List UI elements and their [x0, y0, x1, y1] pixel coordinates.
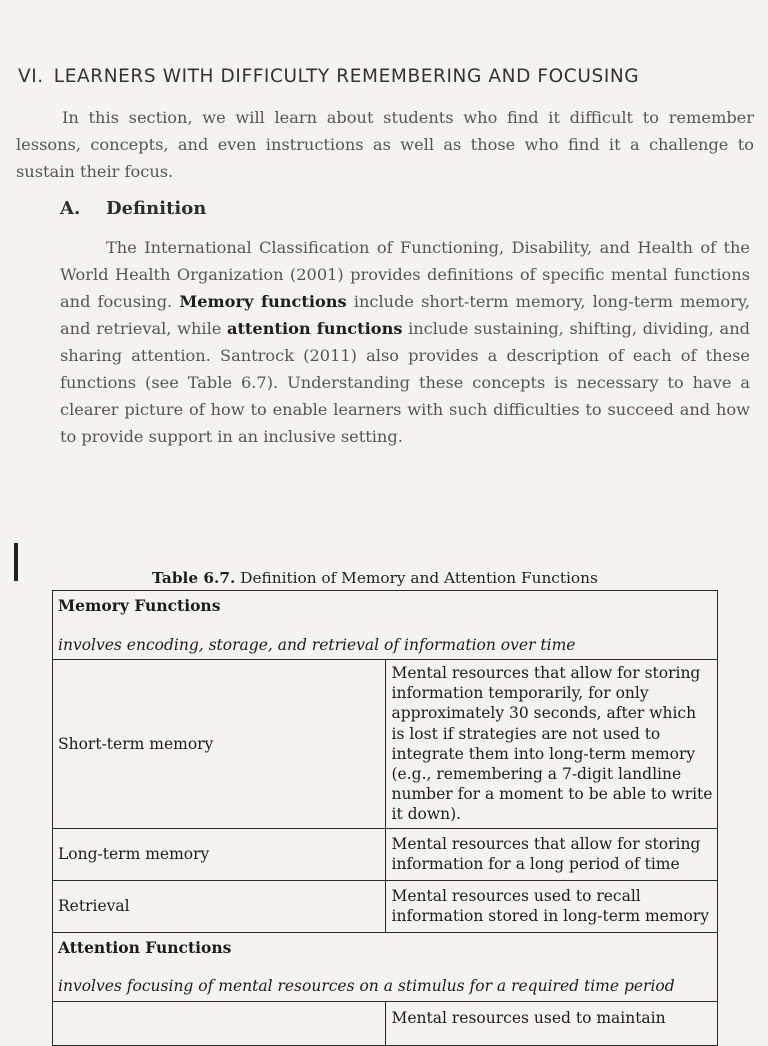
table-caption-label: Table 6.7.: [152, 569, 236, 587]
subsection-letter: A.: [60, 198, 81, 219]
table-section-header: [53, 932, 718, 1001]
definition-cell: Mental resources that allow for storing information for a long period of time: [385, 828, 718, 880]
term-cell: Long-term memory: [53, 828, 386, 880]
table-row: [53, 880, 718, 932]
subsection-title: Definition: [106, 198, 207, 219]
table-caption: [152, 569, 672, 587]
table-row: [53, 828, 718, 880]
paragraph-text: include short-term memory, long-term memory, and retrieval, while: [60, 292, 750, 338]
memory-functions-header: [53, 591, 718, 660]
attention-functions-term: attention functions: [226, 319, 403, 338]
memory-functions-title: Memory Functions: [58, 596, 221, 615]
memory-functions-term: Memory functions: [179, 292, 347, 311]
attention-functions-header: [53, 932, 718, 1001]
term-cell: Short-term memory: [53, 660, 386, 829]
table-row: [53, 1001, 718, 1045]
definition-cell: Mental resources that allow for storing information temporarily, for only approximately 30 seconds, after which is lost if strategies are not used to integrate them into long-term memory (e.g., remembering a 7-digit landline number for a moment to be able to write it down).: [385, 660, 718, 829]
table-section-header: [53, 591, 718, 660]
attention-functions-title: Attention Functions: [58, 938, 232, 958]
photo-edge-mark: [14, 543, 18, 581]
definition-cell: Mental resources used to maintain: [385, 1001, 718, 1045]
definition-paragraph: [60, 234, 750, 450]
term-cell: Retrieval: [53, 880, 386, 932]
section-intro: In this section, we will learn about students who find it difficult to remember lessons, concepts, and even instructions as well as those who find it a challenge to sustain their focus.: [16, 108, 754, 181]
section-title: LEARNERS WITH DIFFICULTY REMEMBERING AND FOCUSING: [53, 66, 640, 87]
table-caption-text: Definition of Memory and Attention Functions: [235, 569, 598, 587]
section-heading: [18, 66, 758, 87]
subsection-heading: [60, 198, 206, 219]
attention-functions-description: involves focusing of mental resources on a stimulus for a required time period: [58, 977, 675, 996]
section-number: VI.: [18, 66, 44, 87]
paragraph-text: include sustaining, shifting, dividing, and sharing attention. Santrock (2011) also provides a description of each of these functions (see Table 6.7). Understanding these concepts is necessary to have a clearer picture of how to enable learners with such difficulties to succeed and how to provide support in an inclusive setting.: [60, 319, 750, 446]
definition-cell: Mental resources used to recall information stored in long-term memory: [385, 880, 718, 932]
definitions-table: [52, 590, 718, 1046]
term-cell: [53, 1001, 386, 1045]
memory-functions-description: involves encoding, storage, and retrieval of information over time: [58, 636, 576, 654]
paragraph-text: The International Classification of Functioning, Disability, and Health of the World Health Organization (2001) provides definitions of specific mental functions and focusing.: [60, 238, 750, 311]
table-row: [53, 660, 718, 829]
